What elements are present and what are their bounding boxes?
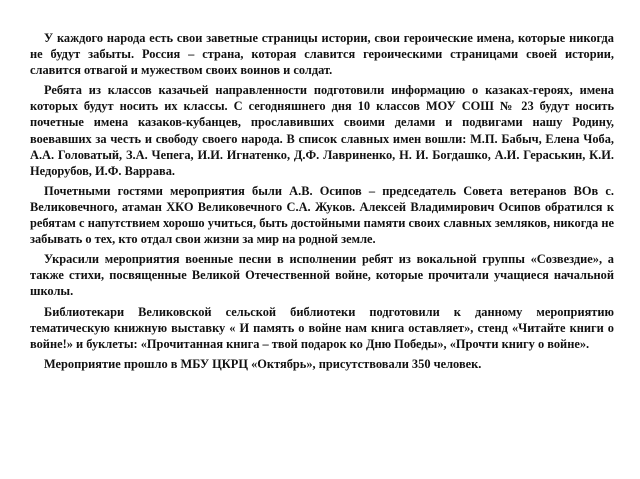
document-body (30, 30, 614, 376)
paragraph-songs-poems: Украсили мероприятия военные песни в исполнении ребят из вокальной группы «Созвездие», а также стихи, посвященные Великой Отечественной войне, которые прочитали учащиеся начальной школы. (30, 252, 614, 299)
paragraph-cossack-heroes: Ребята из классов казачьей направленности подготовили информацию о казаках-героях, имена которых будут носить их классы. С сегодняшнего дня 10 классов МОУ СОШ № 23 будут носить почетные имена казаков-кубанцев, прославивших своими делами и подвигами нашу Родину, воевавших за честь и свободу своего народа. В список славных имен вошли: М.П. Бабыч, Елена Чоба, А.А. Головатый, З.А. Чепега, И.И. Игнатенко, Д.Ф. Лавриненко, Н. И. Богдашко, А.И. Гераськин, К.И. Недорубов, И.Ф. Варрава. (30, 83, 614, 178)
paragraph-honored-guests: Почетными гостями мероприятия были А.В. Осипов – председатель Совета ветеранов ВОв с. Великовечного, атаман ХКО Великовечного С.А. Жуков. Алексей Владимирович Осипов обратился к ребятам с напутствием хорошо учиться, быть достойными памяти своих славных земляков, никогда не забывать о тех, кто отдал свои жизни за мир на родной земле. (30, 183, 614, 247)
paragraph-library-exhibit: Библиотекари Великовской сельской библиотеки подготовили к данному мероприятию тематическую книжную выставку « И память о войне нам книга оставляет», стенд «Читайте книги о войне!» и буклеты: «Прочитанная книга – твой подарок ко Дню Победы», «Прочти книгу о войне». (30, 304, 614, 351)
paragraph-event-venue: Мероприятие прошло в МБУ ЦКРЦ «Октябрь», присутствовали 350 человек. (44, 356, 482, 371)
paragraph-intro: У каждого народа есть свои заветные страницы истории, свои героические имена, которые никогда не будут забыты. Россия – страна, которая славится героическими страницами своей истории, славится отвагой и мужеством своих воинов и солдат. (30, 31, 614, 78)
